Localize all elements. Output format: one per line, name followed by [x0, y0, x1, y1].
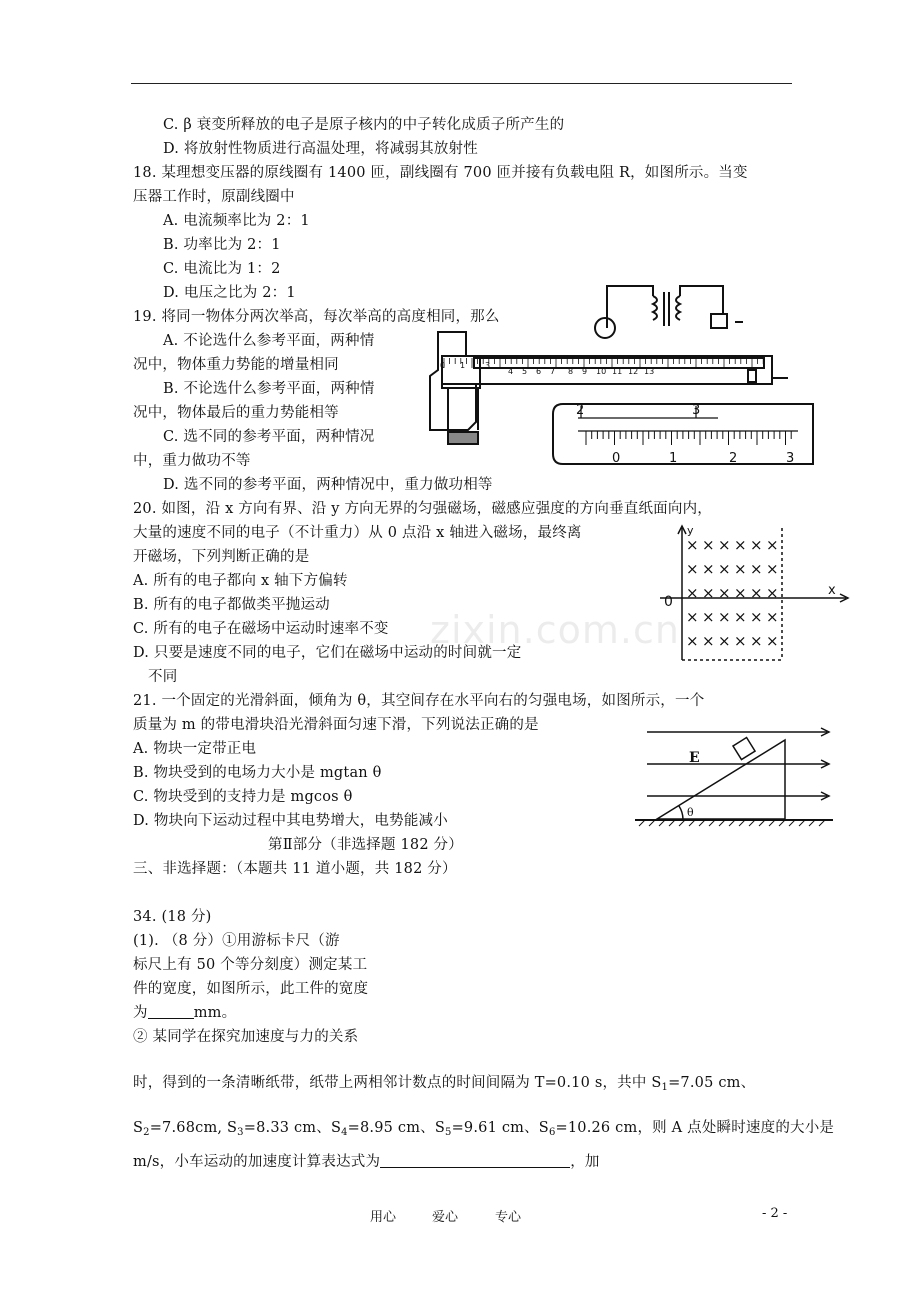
field-cross: × [702, 584, 715, 602]
option-19a-line1: A. 不论选什么参考平面，两种情 [163, 333, 375, 349]
main-num-8: 8 [568, 367, 574, 376]
option-20a: A. 所有的电子都向 x 轴下方偏转 [133, 573, 348, 589]
option-19c-line1: C. 选不同的参考平面，两种情况 [163, 429, 375, 445]
sub-6: 6 [548, 1127, 556, 1138]
field-cross: × [750, 608, 763, 626]
x-axis-label: x [828, 583, 836, 598]
page-number: - 2 - [762, 1206, 788, 1221]
zoom-vernier-1: 1 [669, 451, 678, 466]
q34-part1-line4 [133, 1003, 236, 1023]
zoom-scale-ticks [578, 406, 798, 445]
incline-field-figure [635, 722, 835, 832]
q34-part2-line2 [133, 1073, 755, 1098]
field-cross: × [702, 632, 715, 650]
option-19c-line2: 中，重力做功不等 [133, 453, 251, 469]
zoom-vernier-3: 3 [786, 451, 795, 466]
main-num-11: 11 [612, 367, 623, 376]
main-num-9: 9 [582, 367, 588, 376]
s-label: S [133, 1120, 144, 1136]
answer-blank-accel[interactable] [380, 1153, 570, 1168]
field-cross: × [734, 584, 747, 602]
tape-s1: =7.05 cm、 [668, 1075, 756, 1091]
question-34-title: 34. (18 分) [133, 909, 212, 925]
tape-s2: =7.68cm, S [149, 1120, 238, 1136]
main-num-12: 12 [628, 367, 639, 376]
origin-label: 0 [664, 594, 673, 610]
option-18d: D. 电压之比为 2：1 [163, 285, 296, 301]
zoom-main-2: 2 [576, 403, 585, 418]
option-20d-line2: 不同 [148, 669, 178, 685]
option-19b-line1: B. 不论选什么参考平面，两种情 [163, 381, 375, 397]
option-20d-line1: D. 只要是速度不同的电子，它们在磁场中运动的时间就一定 [133, 645, 522, 661]
q34-part1-line2: 标尺上有 50 个等分刻度）测定某工 [133, 957, 368, 973]
footer-text-1: 用心 [370, 1210, 397, 1225]
field-cross: × [750, 632, 763, 650]
main-num-10: 10 [596, 367, 607, 376]
sub-2: 2 [143, 1127, 150, 1138]
tape-s6: =10.26 cm，则 A 点处瞬时速度的大小是 [555, 1120, 835, 1136]
field-cross: × [766, 632, 779, 650]
option-18c: C. 电流比为 1：2 [163, 261, 281, 277]
option-19b-line2: 况中，物体最后的重力势能相等 [133, 405, 339, 421]
zoom-main-3: 3 [692, 403, 701, 418]
transformer-diagram [585, 276, 745, 328]
option-19d: D. 选不同的参考平面，两种情况中，重力做功相等 [163, 477, 493, 493]
field-crosses [686, 536, 779, 650]
field-cross: × [766, 584, 779, 602]
field-cross: × [734, 608, 747, 626]
tape-s3: =8.33 cm、S [243, 1120, 342, 1136]
field-cross: × [686, 560, 699, 578]
option-18b: B. 功率比为 2：1 [163, 237, 281, 253]
zoom-vernier-2: 2 [729, 451, 738, 466]
option-21c: C. 物块受到的支持力是 mgcos θ [133, 789, 353, 805]
field-cross: × [686, 608, 699, 626]
main-num-4: 4 [508, 367, 514, 376]
field-cross: × [750, 560, 763, 578]
answer-prefix: 为 [133, 1005, 148, 1021]
header-rule [131, 83, 792, 84]
question-21-line2: 质量为 m 的带电滑块沿光滑斜面匀速下滑，下列说法正确的是 [133, 717, 539, 733]
field-cross: × [718, 536, 731, 554]
field-cross: × [702, 560, 715, 578]
footer-text-2: 爱心 [432, 1210, 459, 1225]
sub-4: 4 [341, 1127, 348, 1138]
main-num-3: 3 [485, 361, 491, 370]
main-num-0: 0 [440, 361, 446, 370]
magnetic-field-figure [660, 520, 850, 662]
answer-blank-width[interactable] [148, 1004, 194, 1019]
field-cross: × [734, 536, 747, 554]
question-18-line1: 18. 某理想变压器的原线圈有 1400 匝，副线圈有 700 匝并接有负载电阻 R，如图所示。当变 [133, 165, 748, 181]
option-20b: B. 所有的电子都做类平抛运动 [133, 597, 330, 613]
option-21d: D. 物块向下运动过程中其电势增大，电势能减小 [133, 813, 448, 829]
main-num-13: 13 [644, 367, 655, 376]
angle-label-theta: θ [687, 806, 694, 819]
field-cross: × [702, 608, 715, 626]
section-2-title: 第Ⅱ部分（非选择题 182 分） [268, 837, 463, 853]
sub-1: 1 [661, 1082, 669, 1093]
option-19a-line2: 况中，物体重力势能的增量相同 [133, 357, 339, 373]
y-axis-label: y [687, 524, 694, 537]
field-cross: × [766, 560, 779, 578]
option-21b: B. 物块受到的电场力大小是 mgtan θ [133, 765, 382, 781]
question-19: 19. 将同一物体分两次举高，每次举高的高度相同，那么 [133, 309, 500, 325]
field-cross: × [734, 560, 747, 578]
question-20-line3: 开磁场，下列判断正确的是 [133, 549, 310, 565]
q34-part1-line1: (1). （8 分）①用游标卡尺（游 [133, 933, 340, 949]
zoom-vernier-0: 0 [612, 451, 621, 466]
tape-s5: =9.61 cm、S [451, 1120, 549, 1136]
q34-part2-line3 [133, 1118, 834, 1143]
field-cross: × [718, 584, 731, 602]
question-20-line1: 20. 如图，沿 x 方向有界、沿 y 方向无界的匀强磁场，磁感应强度的方向垂直纸面向内， [133, 501, 712, 517]
main-num-7: 7 [550, 367, 556, 376]
option-18a: A. 电流频率比为 2：1 [163, 213, 310, 229]
tape-s4: =8.95 cm、S [347, 1120, 446, 1136]
field-cross: × [686, 584, 699, 602]
q34-part1-line3: 件的宽度，如图所示，此工件的宽度 [133, 981, 369, 997]
question-21-line1: 21. 一个固定的光滑斜面，倾角为 θ，其空间存在水平向右的匀强电场，如图所示，一个 [133, 693, 705, 709]
question-20-line2: 大量的速度不同的电子（不计重力）从 0 点沿 x 轴进入磁场，最终离 [133, 525, 582, 541]
field-cross: × [750, 536, 763, 554]
field-cross: × [718, 608, 731, 626]
option-20c: C. 所有的电子在磁场中运动时速率不变 [133, 621, 389, 637]
field-cross: × [718, 632, 731, 650]
watermark: zixin.com.cn [430, 608, 680, 652]
main-num-5: 5 [522, 367, 528, 376]
main-num-1: 1 [460, 361, 466, 370]
option-21a: A. 物块一定带正电 [133, 741, 257, 757]
accel-tail: ，加 [570, 1154, 600, 1170]
sub-3: 3 [237, 1127, 244, 1138]
sub-5: 5 [445, 1127, 452, 1138]
field-cross: × [702, 536, 715, 554]
field-cross: × [766, 608, 779, 626]
tape-text: 时，得到的一条清晰纸带，纸带上两相邻计数点的时间间隔为 T=0.10 s，共中 S [133, 1075, 662, 1091]
vernier-caliper-figure [418, 330, 813, 470]
field-cross: × [734, 632, 747, 650]
option-17c: C. β 衰变所释放的电子是原子核内的中子转化成质子所产生的 [163, 117, 565, 133]
field-cross: × [686, 536, 699, 554]
field-label-e: E [689, 750, 700, 766]
q34-part2-line1: ② 某同学在探究加速度与力的关系 [133, 1029, 359, 1045]
answer-unit: mm。 [193, 1005, 237, 1021]
question-18-line2: 压器工作时，原副线圈中 [133, 189, 295, 205]
field-cross: × [686, 632, 699, 650]
q34-part2-line4 [133, 1152, 600, 1172]
main-num-6: 6 [536, 367, 542, 376]
option-17d: D. 将放射性物质进行高温处理，将减弱其放射性 [163, 141, 478, 157]
footer-text-3: 专心 [495, 1210, 522, 1225]
accel-text: m/s，小车运动的加速度计算表达式为 [133, 1154, 381, 1170]
field-cross: × [766, 536, 779, 554]
field-cross: × [718, 560, 731, 578]
field-cross: × [750, 584, 763, 602]
section-3-heading: 三、非选择题：（本题共 11 道小题，共 182 分） [133, 861, 457, 877]
